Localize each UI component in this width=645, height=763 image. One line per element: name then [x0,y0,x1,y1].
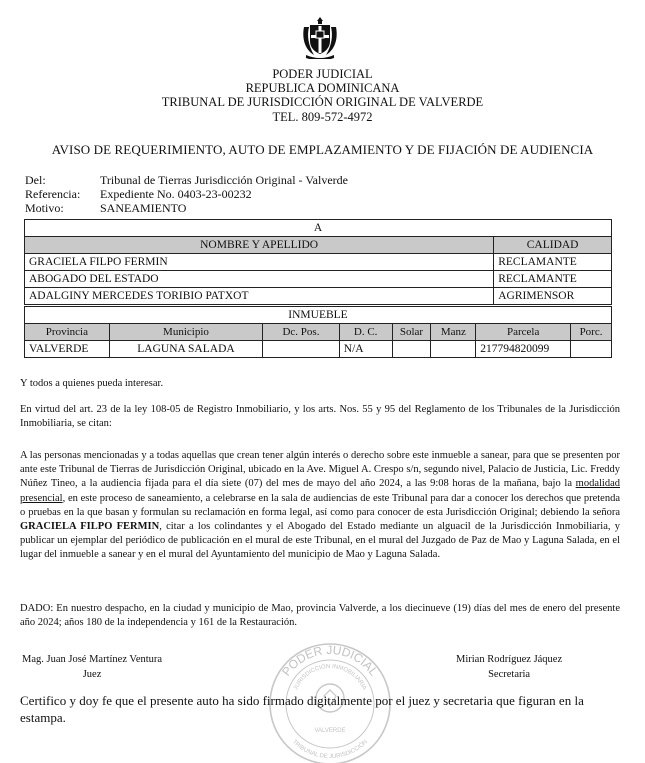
party-role: RECLAMANTE [494,271,612,288]
meta-ref-value: Expediente No. 0403-23-00232 [100,187,252,201]
document-title: AVISO DE REQUERIMIENTO, AUTO DE EMPLAZAMIENTO Y DE FIJACIÓN DE AUDIENCIA [51,142,594,157]
parties-section-label: A [25,220,612,237]
table-row [25,341,612,358]
property-col-porc: Porc. [571,324,612,341]
meta-del-label: Del: [25,173,46,187]
property-col-parcela: Parcela [476,324,571,341]
paragraph-summons [20,449,620,563]
table-row [25,288,612,305]
paragraph-addressee: Y todos a quienes pueda interesar. [20,378,164,389]
party-role: AGRIMENSOR [494,288,612,305]
judge-signature [22,652,162,682]
table-row [25,271,612,288]
secretary-title: Secretaria [488,669,531,680]
judge-name: Mag. Juan José Martínez Ventura [22,654,163,665]
property-manz [431,341,476,358]
seal-top-text: PODER JUDICIAL [279,642,381,679]
header-judiciary: PODER JUDICIAL [272,67,373,81]
property-dc: N/A [339,341,392,358]
judge-title: Juez [82,669,102,680]
property-col-municipio: Municipio [109,324,262,341]
property-col-manz: Manz [431,324,476,341]
parties-table [24,219,612,305]
parties-col-role: CALIDAD [494,237,612,254]
property-dc-pos [263,341,340,358]
property-municipio: LAGUNA SALADA [109,341,262,358]
summons-text-1: A las personas mencionadas y a todas aquellas que crean tener algún interés o derecho sobre este inmueble a sanear, para que se presenten por ante este Tribunal de Tierras de Jurisdicción Original, ubicado en la Ave. Miguel A. Crespo s/n, segundo nivel, Palacio de Justicia, Lic. Freddy Núñez Tineo, a la audiencia fijada para el día siete (07) del mes de mayo del año 2024, a las 9:08 horas de la mañana, bajo la [20,450,620,490]
secretary-name: Mirian Rodríguez Jáquez [456,654,563,665]
property-porc [571,341,612,358]
party-role: RECLAMANTE [494,254,612,271]
seal-bottom-text: TRIBUNAL DE JURISDICCIÓN [290,739,370,761]
document-meta [25,173,348,215]
summons-claimant: GRACIELA FILPO FERMIN [20,521,160,533]
paragraph-dado: DADO: En nuestro despacho, en la ciudad y municipio de Mao, provincia Valverde, a los diecinueve (19) días del mes de enero del presente año 2024; años 180 de la independencia y 161 de la Restauración. [20,603,620,629]
property-table [24,306,612,358]
property-col-provincia: Provincia [25,324,110,341]
property-parcela: 217794820099 [476,341,571,358]
secretary-signature [456,652,562,682]
coat-of-arms-icon [298,15,342,59]
property-solar [392,341,431,358]
meta-motivo-value: SANEAMIENTO [100,201,187,215]
summons-modality: modalidad presencial [20,478,620,504]
party-name: GRACIELA FILPO FERMIN [25,254,494,271]
property-col-dc: D. C. [339,324,392,341]
property-provincia: VALVERDE [25,341,110,358]
property-col-solar: Solar [392,324,431,341]
seal-center-text: VALVERDE [314,728,346,734]
property-col-dc-pos: Dc. Pos. [263,324,340,341]
header-phone: TEL. 809-572-4972 [272,110,373,124]
header-tribunal: TRIBUNAL DE JURISDICCIÓN ORIGINAL DE VALVERDE [161,95,484,109]
parties-col-name: NOMBRE Y APELLIDO [25,237,494,254]
party-name: ADALGINY MERCEDES TORIBIO PATXOT [25,288,494,305]
table-row [25,254,612,271]
property-section-label: INMUEBLE [25,307,612,324]
certification-text: Certifico y doy fe que el presente auto ha sido firmado digitalmente por el juez y secretaria que figuran en la estampa. [20,693,584,725]
meta-ref-label: Referencia: [25,187,81,201]
meta-motivo-label: Motivo: [25,201,64,215]
party-name: ABOGADO DEL ESTADO [25,271,494,288]
paragraph-legal-basis: En virtud del art. 23 de la ley 108-05 de Registro Inmobiliario, y los arts. Nos. 55 y 95 del Reglamento de los Tribunales de la Jurisdicción Inmobiliaria, se citan: [20,404,620,430]
summons-text-2: , en este proceso de saneamiento, a celebrarse en la sala de audiencias de este Tribunal para dar a conocer los derechos que pretenda o pruebas en la que basan y formulan su reclamación en forma legal, así como para conocer de esta Jurisdicción Original; debiendo la señora [20,492,620,518]
header-country: REPUBLICA DOMINICANA [245,81,400,95]
seal-ring-text: JURISDICCIÓN INMOBILIARIA [293,663,367,692]
meta-del-value: Tribunal de Tierras Jurisdicción Original - Valverde [100,173,348,187]
summons-text-3: , citar a los colindantes y el Abogado del Estado mediante un alguacil de la Jurisdicción Inmobiliaria, y publicar un ejemplar del periódico de publicación en el mural de este Tribunal, en el mural del Juzgado de Paz de Mao y Laguna Salada, en el lugar del inmueble a sanear y en el mural del Ayuntamiento del municipio de Mao y Laguna Salada. [20,521,620,561]
